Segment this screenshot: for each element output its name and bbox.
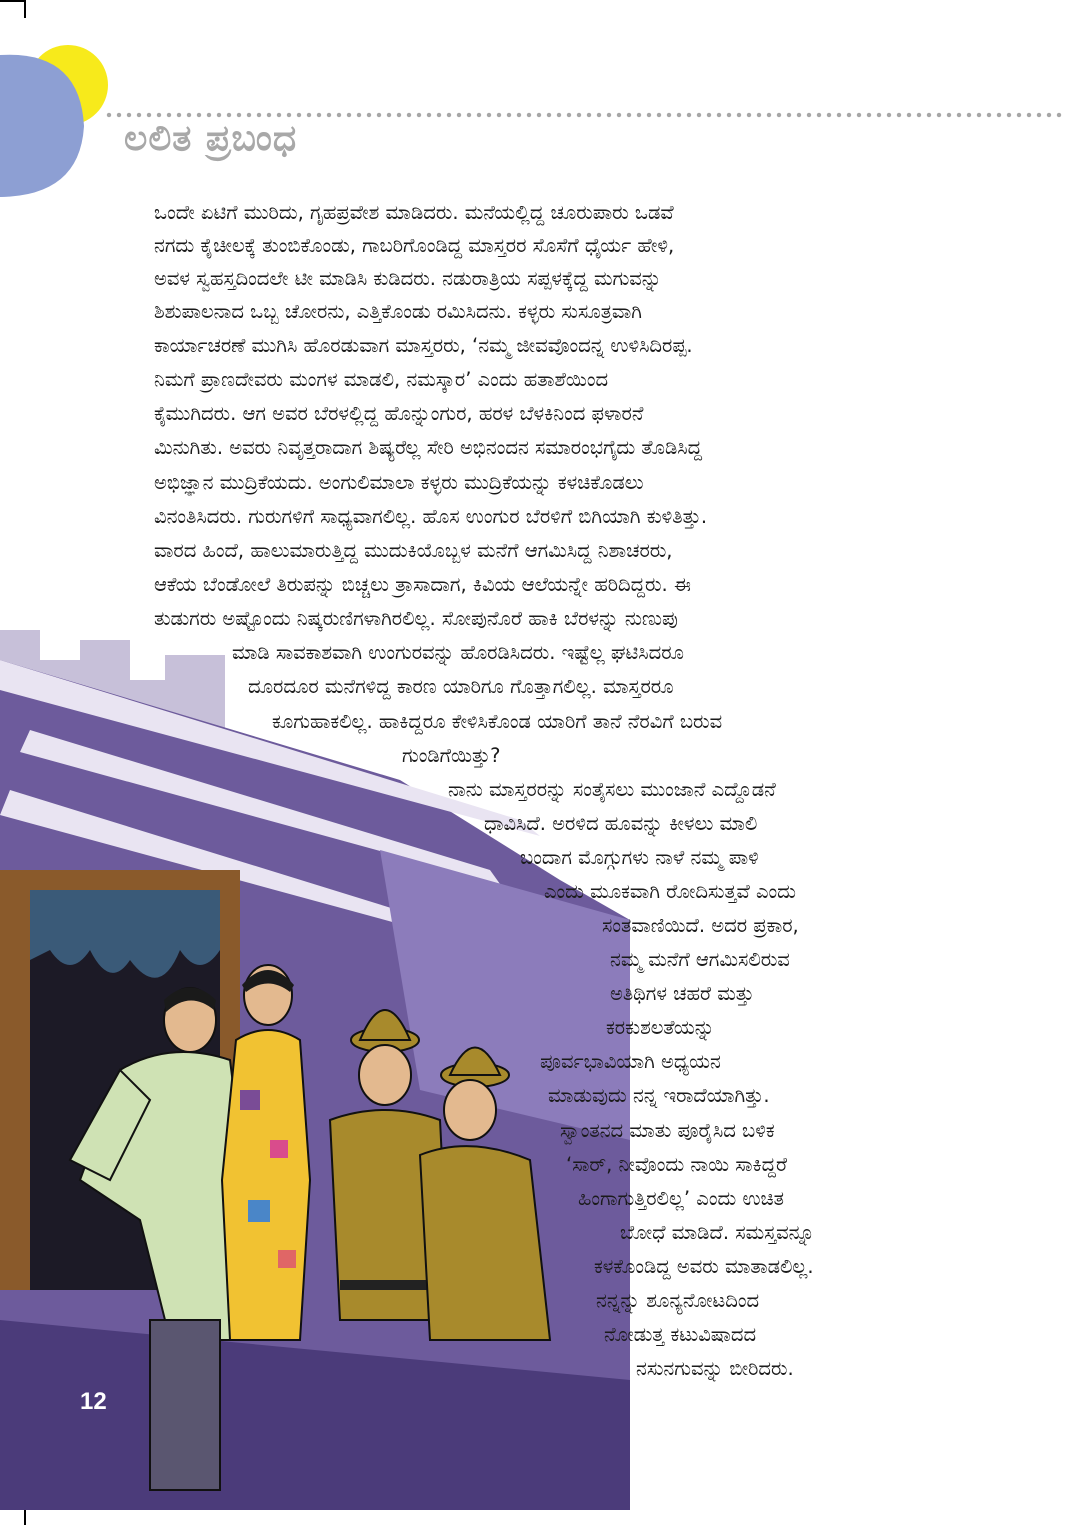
article-line: ಸಂತವಾಣಿಯಿದೆ. ಅದರ ಪ್ರಕಾರ, [602, 914, 799, 937]
section-title: ಲಲಿತ ಪ್ರಬಂಧ [124, 118, 298, 159]
article-line: ಹಿಂಗಾಗುತ್ತಿರಲಿಲ್ಲ’ ಎಂದು ಉಚಿತ [578, 1187, 784, 1210]
article-line: ನಗದು ಕೈಚೀಲಕ್ಕೆ ತುಂಬಿಕೊಂಡು, ಗಾಬರಿಗೊಂಡಿದ್ದ ಮಾಸ್ತರರ ಸೊಸೆಗೆ ಧೈರ್ಯ ಹೇಳಿ, [154, 234, 675, 257]
article-line: ನಾನು ಮಾಸ್ತರರನ್ನು ಸಂತೈಸಲು ಮುಂಜಾನೆ ಎದ್ದೊಡನೆ [448, 778, 776, 801]
article-line: ವಾರದ ಹಿಂದೆ, ಹಾಲುಮಾರುತ್ತಿದ್ದ ಮುದುಕಿಯೊಬ್ಬಳ ಮನೆಗೆ ಆಗಮಿಸಿದ್ದ ನಿಶಾಚರರು, [154, 539, 673, 562]
article-line: ತುಡುಗರು ಅಷ್ಟೊಂದು ನಿಷ್ಕರುಣಿಗಳಾಗಿರಲಿಲ್ಲ. ಸೋಪುನೊರೆ ಹಾಕಿ ಬೆರಳನ್ನು ನುಣುಪು [154, 607, 678, 630]
article-line: ವಿನಂತಿಸಿದರು. ಗುರುಗಳಿಗೆ ಸಾಧ್ಯವಾಗಲಿಲ್ಲ. ಹೊಸ ಉಂಗುರ ಬೆರಳಿಗೆ ಬಿಗಿಯಾಗಿ ಕುಳಿತಿತ್ತು. [154, 505, 708, 528]
article-line: ನೋಡುತ್ತ ಕಟುವಿಷಾದದ [604, 1323, 757, 1346]
article-line: ಸ್ವಾಂತನದ ಮಾತು ಪೂರೈಸಿದ ಬಳಿಕ [560, 1119, 775, 1142]
article-line: ಕೈಮುಗಿದರು. ಆಗ ಅವರ ಬೆರಳಲ್ಲಿದ್ದ ಹೊನ್ನುಂಗುರ, ಹರಳ ಬೆಳಕಿನಿಂದ ಫಳಾರನೆ [154, 402, 644, 425]
article-line: ಆಕೆಯ ಬೆಂಡೋಲೆ ತಿರುಪನ್ನು ಬಿಚ್ಚಲು ತ್ರಾಸಾದಾಗ, ಕಿವಿಯ ಆಲೆಯನ್ನೇ ಹರಿದಿದ್ದರು. ಈ [154, 573, 691, 596]
article-line: ಕೂಗುಹಾಕಲಿಲ್ಲ. ಹಾಕಿದ್ದರೂ ಕೇಳಿಸಿಕೊಂಡ ಯಾರಿಗೆ ತಾನೆ ನೆರವಿಗೆ ಬರುವ [272, 710, 723, 733]
article-line: ಅತಿಥಿಗಳ ಚಹರೆ ಮತ್ತು [610, 982, 754, 1005]
article-line: ಕರಕುಶಲತೆಯನ್ನು [606, 1016, 715, 1039]
article-line: ನಮ್ಮ ಮನೆಗೆ ಆಗಮಿಸಲಿರುವ [610, 948, 790, 971]
article-line: ಅಭಿಜ್ಞಾನ ಮುದ್ರಿಕೆಯದು. ಅಂಗುಲಿಮಾಲಾ ಕಳ್ಳರು ಮುದ್ರಿಕೆಯನ್ನು ಕಳಚಿಕೊಡಲು [154, 471, 644, 494]
article-line: ಮಿನುಗಿತು. ಅವರು ನಿವೃತ್ತರಾದಾಗ ಶಿಷ್ಯರೆಲ್ಲ ಸೇರಿ ಅಭಿನಂದನ ಸಮಾರಂಭಗೈದು ತೊಡಿಸಿದ್ದ [154, 436, 702, 459]
article-line: ಧಾವಿಸಿದೆ. ಅರಳಿದ ಹೂವನ್ನು ಕೀಳಲು ಮಾಲಿ [484, 812, 758, 835]
article-line: ನಸುನಗುವನ್ನು ಬೀರಿದರು. [636, 1357, 794, 1380]
article-line: ಗುಂಡಿಗೆಯಿತ್ತು? [402, 744, 501, 767]
article-line: ಬೋಧೆ ಮಾಡಿದೆ. ಸಮಸ್ತವನ್ನೂ [620, 1221, 815, 1244]
article-line: ಬಂದಾಗ ಮೊಗ್ಗುಗಳು ನಾಳೆ ನಮ್ಮ ಪಾಳಿ [520, 846, 759, 869]
article-line: ಒಂದೇ ಏಟಿಗೆ ಮುರಿದು, ಗೃಹಪ್ರವೇಶ ಮಾಡಿದರು. ಮನೆಯಲ್ಲಿದ್ದ ಚೂರುಪಾರು ಒಡವೆ [154, 201, 674, 224]
article-line: ದೂರದೂರ ಮನೆಗಳಿದ್ದ ಕಾರಣ ಯಾರಿಗೂ ಗೊತ್ತಾಗಲಿಲ್ಲ. ಮಾಸ್ತರರೂ [248, 675, 674, 698]
article-line: ಶಿಶುಪಾಲನಾದ ಒಬ್ಬ ಚೋರನು, ಎತ್ತಿಕೊಂಡು ರಮಿಸಿದನು. ಕಳ್ಳರು ಸುಸೂತ್ರವಾಗಿ [154, 300, 642, 323]
article-line: ಪೂರ್ವಭಾವಿಯಾಗಿ ಅಧ್ಯಯನ [540, 1050, 721, 1073]
article-line: ಕಳಕೊಂಡಿದ್ದ ಅವರು ಮಾತಾಡಲಿಲ್ಲ. [594, 1255, 814, 1278]
article-line: ನನ್ನನ್ನು ಶೂನ್ಯನೋಟದಿಂದ [596, 1289, 760, 1312]
article-line: ಕಾರ್ಯಾಚರಣೆ ಮುಗಿಸಿ ಹೊರಡುವಾಗ ಮಾಸ್ತರರು, ‘ನಮ್ಮ ಜೀವವೊಂದನ್ನ ಉಳಿಸಿದಿರಪ್ಪ. [154, 334, 693, 357]
article-line: ಮಾಡಿ ಸಾವಕಾಶವಾಗಿ ಉಂಗುರವನ್ನು ಹೊರಡಿಸಿದರು. ಇಷ್ಟೆಲ್ಲ ಘಟಿಸಿದರೂ [232, 641, 684, 664]
article-line: ನಿಮಗೆ ಪ್ರಾಣದೇವರು ಮಂಗಳ ಮಾಡಲಿ, ನಮಸ್ಕಾರ’ ಎಂದು ಹತಾಶೆಯಿಂದ [154, 368, 609, 391]
page-number: 12 [80, 1388, 107, 1415]
article-line: ಎಂದು ಮೂಕವಾಗಿ ರೋದಿಸುತ್ತವೆ ಎಂದು [544, 880, 796, 903]
article-line: ಅವಳ ಸ್ವಹಸ್ತದಿಂದಲೇ ಟೀ ಮಾಡಿಸಿ ಕುಡಿದರು. ನಡುರಾತ್ರಿಯ ಸಪ್ಪಳಕ್ಕೆದ್ದ ಮಗುವನ್ನು [154, 267, 662, 290]
article-line: ‘ಸಾರ್, ನೀವೊಂದು ನಾಯಿ ಸಾಕಿದ್ದರೆ [566, 1153, 788, 1176]
article-line: ಮಾಡುವುದು ನನ್ನ ಇರಾದೆಯಾಗಿತ್ತು. [548, 1084, 770, 1107]
